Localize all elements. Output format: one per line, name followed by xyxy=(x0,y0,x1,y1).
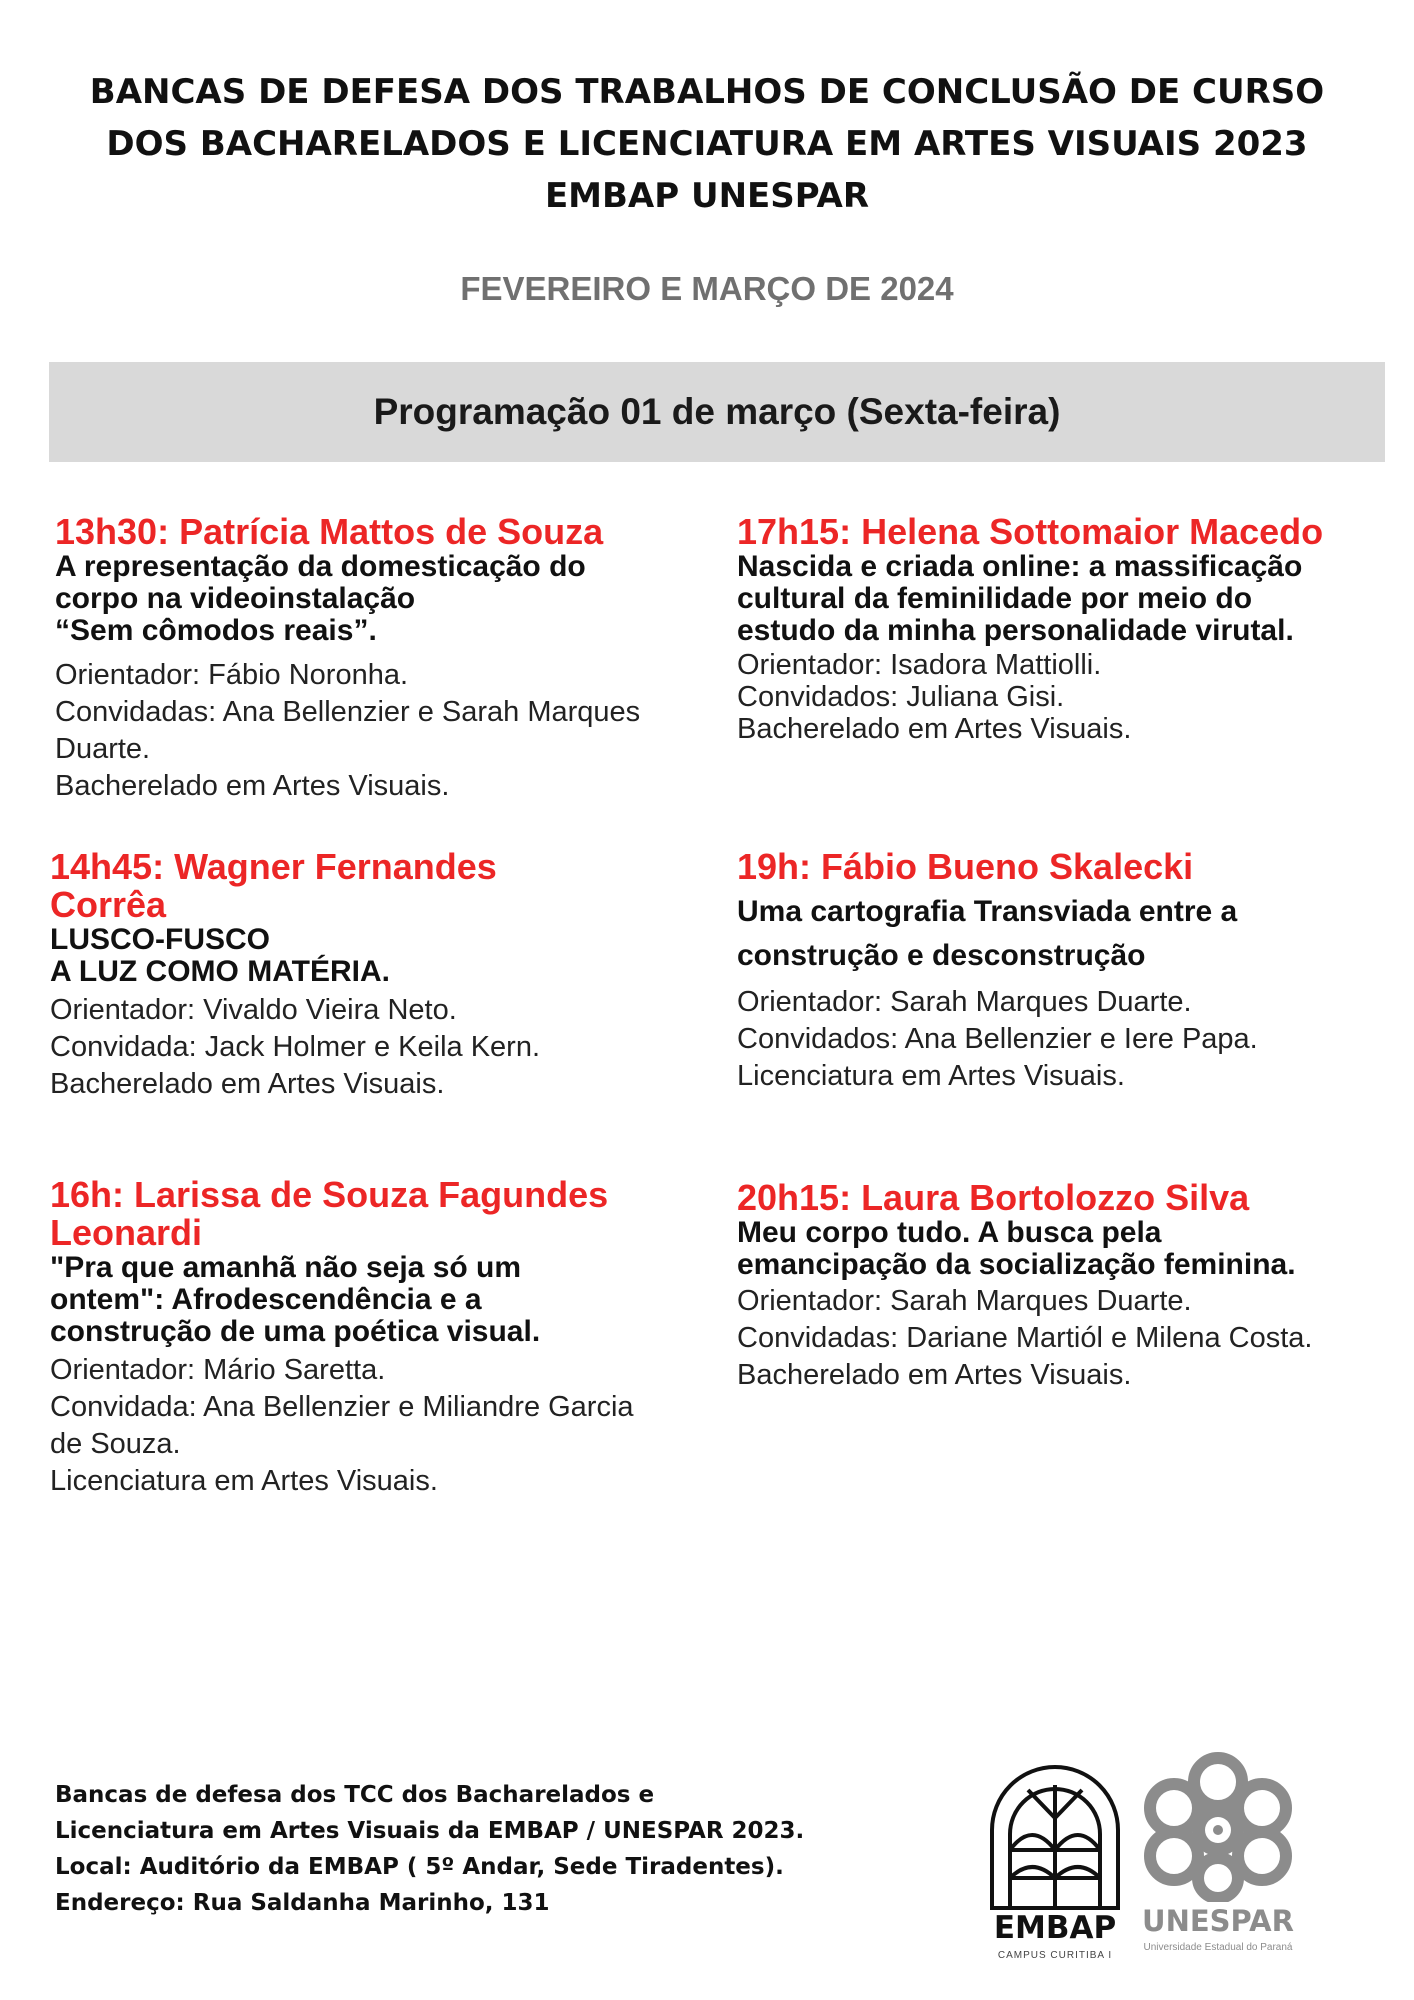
schedule-entry-1330 xyxy=(55,513,715,805)
entry-info xyxy=(55,657,715,805)
embap-arch-icon xyxy=(980,1760,1130,1910)
embap-logo-name: EMBAP xyxy=(993,1910,1117,1946)
entry-heading xyxy=(50,1176,710,1252)
entry-info xyxy=(50,1352,710,1500)
entry-heading-line: 14h45: Wagner Fernandes xyxy=(50,846,497,887)
entry-heading-line: 13h30: Patrícia Mattos de Souza xyxy=(55,511,604,552)
entry-title xyxy=(737,551,1397,647)
entry-info-line: Convidada: Jack Holmer e Keila Kern. xyxy=(50,1031,541,1063)
entry-title-line: LUSCO-FUSCO xyxy=(50,923,270,956)
entry-info-line: Convidados: Juliana Gisi. xyxy=(737,681,1065,713)
entry-info-line: Convidados: Ana Bellenzier e Iere Papa. xyxy=(737,1023,1258,1055)
entry-info-line: Duarte. xyxy=(55,733,151,765)
unespar-logo xyxy=(1138,1752,1298,1972)
entry-info-line: Bacherelado em Artes Visuais. xyxy=(737,713,1132,745)
entry-title-line: construção e desconstrução xyxy=(737,939,1146,972)
entry-title-line: estudo da minha personalidade virutal. xyxy=(737,614,1294,647)
entry-info xyxy=(50,992,710,1103)
footer-info xyxy=(55,1777,804,1921)
entry-heading-line: 20h15: Laura Bortolozzo Silva xyxy=(737,1177,1250,1218)
footer-line: Local: Auditório da EMBAP ( 5º Andar, Sede Tiradentes). xyxy=(55,1854,784,1880)
entry-title-line: A LUZ COMO MATÉRIA. xyxy=(50,955,390,988)
entry-title-line: A representação da domesticação do xyxy=(55,550,586,583)
entry-heading xyxy=(55,513,715,551)
entry-title-line: emancipação da socialização feminina. xyxy=(737,1248,1296,1281)
entry-heading xyxy=(737,848,1397,886)
entry-heading-line: 16h: Larissa de Souza Fagundes xyxy=(50,1174,609,1215)
entry-title xyxy=(50,924,710,988)
entry-heading xyxy=(737,1179,1397,1217)
schedule-entry-16h xyxy=(50,1176,710,1500)
entry-info-line: Licenciatura em Artes Visuais. xyxy=(737,1060,1125,1092)
entry-title-line: Meu corpo tudo. A busca pela xyxy=(737,1216,1162,1249)
footer-line: Licenciatura em Artes Visuais da EMBAP / UNESPAR 2023. xyxy=(55,1818,805,1844)
entry-title-line: Uma cartografia Transviada entre a xyxy=(737,895,1238,928)
entry-title-line: construção de uma poética visual. xyxy=(50,1315,541,1348)
entry-info-line: Bacherelado em Artes Visuais. xyxy=(737,1359,1132,1391)
entry-heading xyxy=(737,513,1397,551)
entry-info-line: de Souza. xyxy=(50,1428,181,1460)
entry-info-line: Orientador: Isadora Mattiolli. xyxy=(737,649,1102,681)
entry-info-line: Convidadas: Dariane Martiól e Milena Costa. xyxy=(737,1322,1313,1354)
entry-info-line: Bacherelado em Artes Visuais. xyxy=(55,770,450,802)
entry-info-line: Orientador: Vivaldo Vieira Neto. xyxy=(50,994,457,1026)
footer-line: Bancas de defesa dos TCC dos Bacharelados e xyxy=(55,1782,655,1808)
schedule-entry-1715 xyxy=(737,513,1397,745)
unespar-flower-icon xyxy=(1138,1752,1298,1902)
unespar-logo-name: UNESPAR xyxy=(1142,1904,1294,1938)
entry-info-line: Orientador: Sarah Marques Duarte. xyxy=(737,986,1192,1018)
entry-info xyxy=(737,649,1397,745)
footer-line: Endereço: Rua Saldanha Marinho, 131 xyxy=(55,1890,550,1916)
entry-heading-line: Leonardi xyxy=(50,1212,203,1253)
page-title xyxy=(0,66,1414,222)
entry-heading-line: 17h15: Helena Sottomaior Macedo xyxy=(737,511,1324,552)
entry-heading xyxy=(50,848,710,924)
entry-title-line: “Sem cômodos reais”. xyxy=(55,614,377,647)
schedule-entry-2015 xyxy=(737,1179,1397,1394)
entry-title-line: Nascida e criada online: a massificação xyxy=(737,550,1303,583)
entry-title-line: corpo na videoinstalação xyxy=(55,582,416,615)
title-line-1: BANCAS DE DEFESA DOS TRABALHOS DE CONCLUSÃO DE CURSO xyxy=(89,72,1325,112)
date-subtitle: FEVEREIRO E MARÇO DE 2024 xyxy=(460,270,954,307)
entry-title-line: "Pra que amanhã não seja só um xyxy=(50,1251,522,1284)
entry-heading-line: 19h: Fábio Bueno Skalecki xyxy=(737,846,1194,887)
title-line-2: DOS BACHARELADOS E LICENCIATURA EM ARTES VISUAIS 2023 xyxy=(106,124,1308,164)
program-banner-label: Programação 01 de março (Sexta-feira) xyxy=(373,391,1061,432)
entry-info xyxy=(737,1283,1397,1394)
program-banner xyxy=(49,362,1385,462)
embap-logo xyxy=(980,1760,1130,1972)
entry-info-line: Orientador: Sarah Marques Duarte. xyxy=(737,1285,1192,1317)
entry-title xyxy=(55,551,715,647)
entry-info-line: Bacherelado em Artes Visuais. xyxy=(50,1068,445,1100)
entry-info-line: Orientador: Mário Saretta. xyxy=(50,1354,386,1386)
title-line-3: EMBAP UNESPAR xyxy=(544,176,870,216)
entry-info xyxy=(737,984,1397,1095)
entry-title xyxy=(737,1217,1397,1281)
entry-title-line: ontem": Afrodescendência e a xyxy=(50,1283,482,1316)
entry-heading-line: Corrêa xyxy=(50,884,167,925)
entry-info-line: Orientador: Fábio Noronha. xyxy=(55,659,409,691)
schedule-entry-19h xyxy=(737,848,1397,1095)
schedule-entry-1445 xyxy=(50,848,710,1103)
entry-title-line: cultural da feminilidade por meio do xyxy=(737,582,1253,615)
unespar-logo-caption: Universidade Estadual do Paraná xyxy=(1143,1942,1293,1953)
entry-info-line: Licenciatura em Artes Visuais. xyxy=(50,1465,438,1497)
entry-title xyxy=(50,1252,710,1348)
entry-title xyxy=(737,890,1397,978)
embap-logo-caption: CAMPUS CURITIBA I xyxy=(997,1950,1113,1961)
entry-info-line: Convidadas: Ana Bellenzier e Sarah Marques xyxy=(55,696,641,728)
entry-info-line: Convidada: Ana Bellenzier e Miliandre Garcia xyxy=(50,1391,634,1423)
